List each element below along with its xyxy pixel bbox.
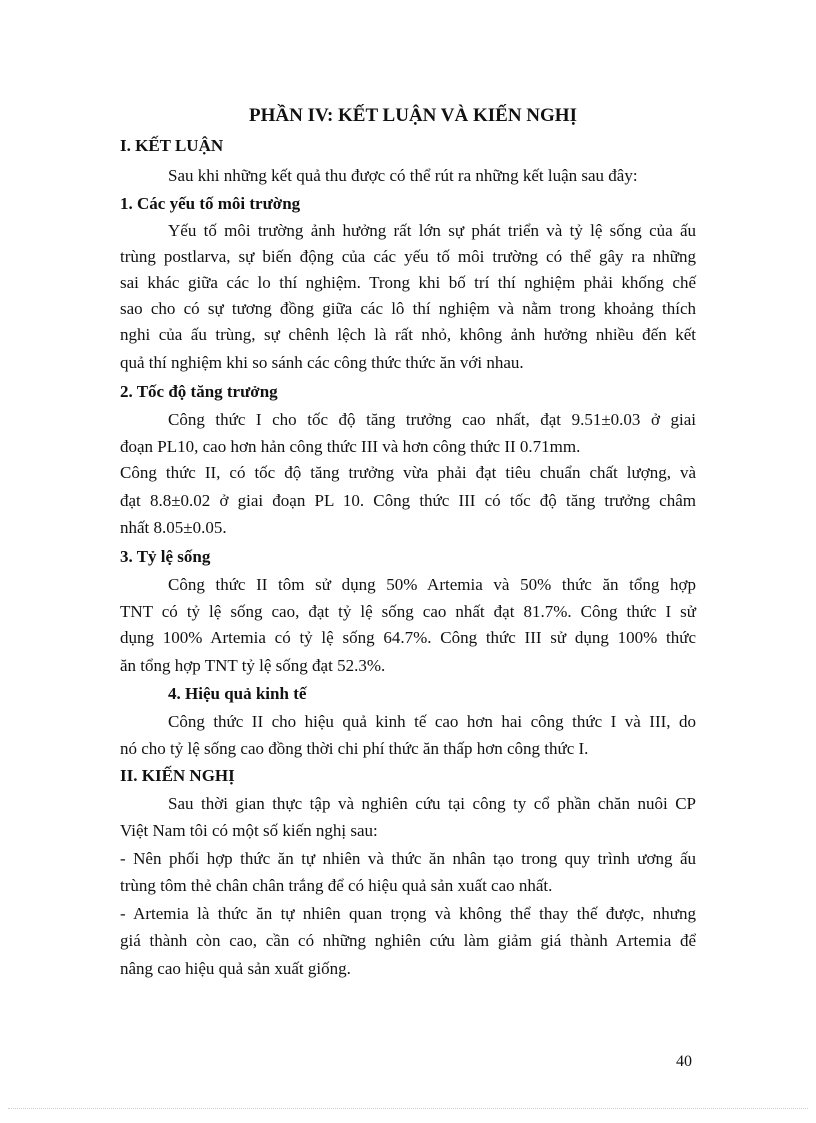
survival-line: ăn tổng hợp TNT tỷ lệ sống đạt 52.3%. [120, 656, 386, 675]
page-number: 40 [676, 1053, 692, 1070]
section-heading-recommendations: II. KIẾN NGHỊ [120, 766, 235, 785]
subheading-economic-efficiency: 4. Hiệu quả kinh tế [168, 684, 307, 703]
growth-line: Công thức I cho tốc độ tăng trưởng cao nhất, đạt 9.51±0.03 ở giai [168, 410, 696, 429]
environment-line: sao cho có sự tương đồng giữa các lô thí nghiệm và nằm trong khoảng thích [120, 299, 696, 318]
page-bottom-divider [8, 1108, 808, 1109]
subheading-growth-rate: 2. Tốc độ tăng trưởng [120, 382, 278, 401]
recommendation-line: trùng tôm thẻ chân chân trắng để có hiệu quả sản xuất cao nhất. [120, 876, 553, 895]
environment-line: nghi của ấu trùng, sự chênh lệch là rất nhỏ, không ảnh hưởng nhiều đến kết [120, 325, 696, 344]
environment-line: Yếu tố môi trường ảnh hưởng rất lớn sự phát triển và tỷ lệ sống của ấu [168, 221, 696, 240]
growth-line: đạt 8.8±0.02 ở giai đoạn PL 10. Công thức III có tốc độ tăng trưởng châm [120, 491, 696, 510]
recommendation-line: Việt Nam tôi có một số kiến nghị sau: [120, 821, 378, 840]
environment-line: quả thí nghiệm khi so sánh các công thức thức ăn với nhau. [120, 353, 524, 372]
subheading-survival-rate: 3. Tỷ lệ sống [120, 547, 211, 566]
intro-paragraph: Sau khi những kết quả thu được có thể rút ra những kết luận sau đây: [168, 166, 638, 185]
economic-line: nó cho tỷ lệ sống cao đồng thời chi phí thức ăn thấp hơn công thức I. [120, 739, 589, 758]
recommendation-line: giá thành còn cao, cần có những nghiên cứu làm giảm giá thành Artemia để [120, 931, 696, 950]
survival-line: dụng 100% Artemia có tỷ lệ sống 64.7%. Công thức III sử dụng 100% thức [120, 628, 696, 647]
economic-line: Công thức II cho hiệu quả kinh tế cao hơn hai công thức I và III, do [168, 712, 696, 731]
growth-line: đoạn PL10, cao hơn hản công thức III và hơn công thức II 0.71mm. [120, 437, 581, 456]
growth-line: nhất 8.05±0.05. [120, 518, 227, 537]
recommendation-line: nâng cao hiệu quả sản xuất giống. [120, 959, 351, 978]
subheading-environment: 1. Các yếu tố môi trường [120, 194, 301, 213]
recommendation-line: - Artemia là thức ăn tự nhiên quan trọng và không thể thay thế được, nhưng [120, 904, 696, 923]
recommendation-line: - Nên phối hợp thức ăn tự nhiên và thức ăn nhân tạo trong quy trình ương ấu [120, 849, 696, 868]
survival-line: Công thức II tôm sử dụng 50% Artemia và 50% thức ăn tổng hợp [168, 575, 696, 594]
page-title: PHẦN IV: KẾT LUẬN VÀ KIẾN NGHỊ [249, 105, 577, 126]
survival-line: TNT có tỷ lệ sống cao, đạt tỷ lệ sống cao nhất đạt 81.7%. Công thức I sử [120, 602, 696, 621]
environment-line: trùng postlarva, sự biến động của các yếu tố môi trường có thể gây ra những [120, 247, 696, 266]
growth-line: Công thức II, có tốc độ tăng trưởng vừa phải đạt tiêu chuẩn chất lượng, và [120, 463, 696, 482]
recommendation-line: Sau thời gian thực tập và nghiên cứu tại công ty cổ phần chăn nuôi CP [168, 794, 696, 813]
section-heading-conclusion: I. KẾT LUẬN [120, 136, 224, 155]
environment-line: sai khác giữa các lo thí nghiệm. Trong khi bố trí thí nghiệm phải khống chế [120, 273, 696, 292]
